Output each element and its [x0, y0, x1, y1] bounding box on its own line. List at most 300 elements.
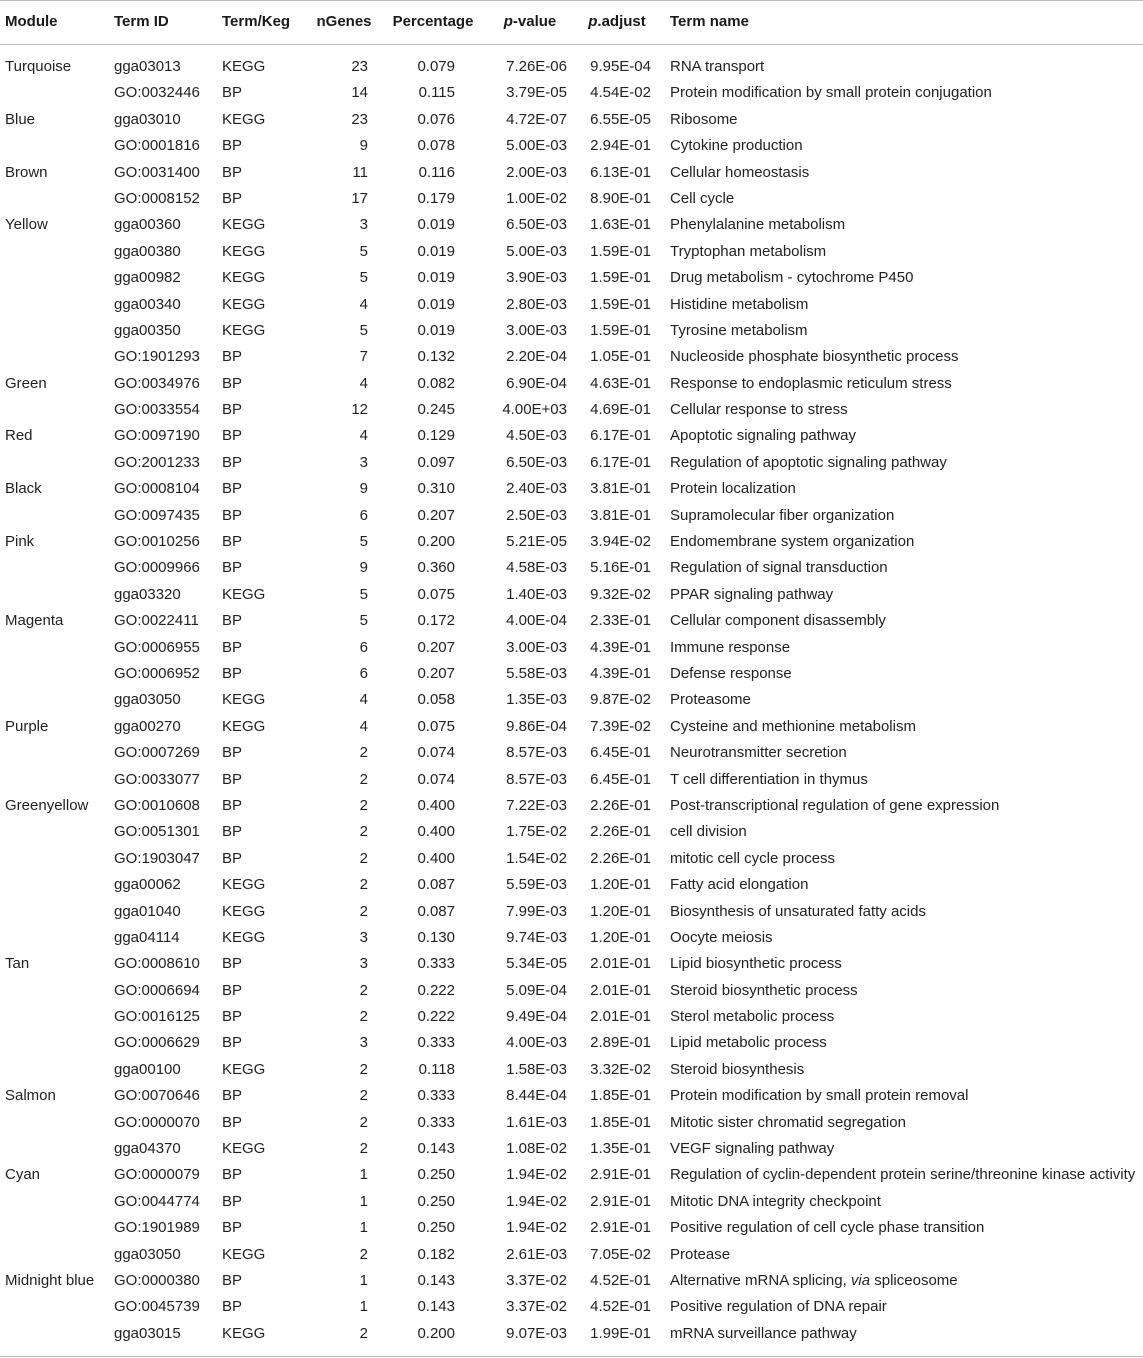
cell-term-name [670, 714, 916, 740]
cell-pvalue: 8.57E-03 [506, 744, 567, 762]
cell-pvalue: 9.07E-03 [506, 1324, 567, 1342]
cell-pvalue: 5.00E-03 [506, 137, 567, 155]
cell-ngenes: 3 [359, 928, 368, 946]
cell-term-type: BP [222, 1034, 243, 1052]
cell-term-id: GO:0008104 [114, 480, 200, 498]
cell-term-type: KEGG [222, 1140, 266, 1158]
cell-term-id: gga01040 [114, 902, 181, 920]
table-row [0, 476, 1143, 502]
cell-pvalue: 6.50E-03 [506, 216, 567, 234]
cell-module: Pink [5, 533, 35, 551]
cell-padjust: 2.01E-01 [590, 1008, 651, 1026]
cell-padjust: 2.26E-01 [590, 849, 651, 867]
table-row [0, 239, 1143, 265]
cell-ngenes: 4 [359, 295, 368, 313]
term-name-text: Nucleoside phosphate biosynthetic process [670, 348, 959, 366]
cell-term-type: BP [222, 480, 243, 498]
cell-pvalue: 1.94E-02 [506, 1166, 567, 1184]
table-row [0, 423, 1143, 449]
table-header [0, 0, 1143, 44]
cell-term-type: KEGG [222, 58, 266, 75]
table-row [0, 529, 1143, 555]
term-name-text: Cellular homeostasis [670, 163, 810, 181]
cell-ngenes: 11 [352, 163, 368, 181]
cell-pvalue: 3.00E-03 [506, 321, 567, 339]
table-body [0, 54, 1143, 1347]
term-name-text: cell division [670, 823, 747, 841]
cell-term-id: GO:1901989 [114, 1219, 200, 1237]
cell-term-id: GO:0070646 [114, 1087, 200, 1105]
cell-pvalue: 3.37E-02 [506, 1298, 567, 1316]
cell-padjust: 4.39E-01 [590, 664, 651, 682]
cell-percentage: 0.245 [417, 401, 455, 419]
cell-ngenes: 12 [351, 401, 368, 419]
cell-padjust: 1.35E-01 [590, 1140, 651, 1158]
cell-term-name [670, 951, 842, 977]
cell-term-type: BP [222, 638, 243, 656]
cell-term-name [670, 1004, 834, 1030]
cell-term-type: BP [222, 955, 243, 973]
cell-padjust: 1.20E-01 [590, 928, 651, 946]
term-name-text: Steroid biosynthetic process [670, 981, 858, 999]
cell-term-type: BP [222, 1219, 243, 1237]
table-row [0, 1110, 1143, 1136]
cell-term-name [670, 925, 773, 951]
cell-padjust: 3.32E-02 [590, 1060, 651, 1078]
cell-ngenes: 3 [359, 955, 368, 973]
cell-ngenes: 2 [359, 744, 368, 762]
cell-term-name [670, 872, 808, 898]
term-name-text: Protein localization [670, 480, 796, 498]
cell-percentage: 0.222 [417, 981, 455, 999]
table-row [0, 1162, 1143, 1188]
cell-padjust: 4.52E-01 [590, 1298, 651, 1316]
cell-term-name [670, 1030, 827, 1056]
cell-term-name [670, 318, 808, 344]
cell-ngenes: 2 [359, 1087, 368, 1105]
cell-term-type: KEGG [222, 691, 266, 709]
cell-term-name [670, 661, 792, 687]
cell-padjust: 9.95E-04 [590, 58, 651, 75]
cell-pvalue: 2.40E-03 [506, 480, 567, 498]
cell-term-id: gga00062 [114, 876, 181, 894]
table-row [0, 133, 1143, 159]
cell-term-name [670, 1268, 958, 1294]
cell-pvalue: 5.34E-05 [506, 955, 567, 973]
cell-term-name [670, 1242, 730, 1268]
cell-ngenes: 23 [351, 58, 368, 75]
cell-term-type: KEGG [222, 1060, 266, 1078]
cell-term-name [670, 397, 848, 423]
cell-percentage: 0.207 [417, 506, 455, 524]
cell-term-id: GO:0034976 [114, 374, 200, 392]
cell-percentage: 0.132 [417, 348, 455, 366]
cell-term-id: GO:0033554 [114, 401, 200, 419]
cell-term-name [670, 265, 913, 291]
table-row [0, 1136, 1143, 1162]
cell-term-type: KEGG [222, 321, 266, 339]
table-row [0, 767, 1143, 793]
cell-padjust: 3.81E-01 [590, 506, 651, 524]
cell-ngenes: 3 [359, 216, 368, 234]
cell-term-name [670, 819, 747, 845]
table-row [0, 80, 1143, 106]
cell-percentage: 0.179 [417, 189, 455, 207]
term-name-text: Sterol metabolic process [670, 1008, 835, 1026]
cell-module: Magenta [5, 612, 64, 630]
cell-pvalue: 1.94E-02 [506, 1192, 567, 1210]
cell-term-type: KEGG [222, 585, 266, 603]
cell-term-name [670, 793, 999, 819]
cell-percentage: 0.400 [417, 849, 455, 867]
cell-pvalue: 7.22E-03 [506, 796, 567, 814]
header-term-type: Term/Keg [222, 13, 291, 30]
term-name-text: Apoptotic signaling pathway [670, 427, 856, 445]
cell-ngenes: 2 [359, 823, 368, 841]
cell-term-type: BP [222, 612, 243, 630]
cell-padjust: 1.85E-01 [590, 1087, 651, 1105]
cell-percentage: 0.019 [417, 269, 455, 287]
table-row [0, 397, 1143, 423]
cell-term-type: BP [222, 664, 243, 682]
term-name-text: Cytokine production [670, 137, 803, 155]
cell-term-name [670, 1215, 984, 1241]
cell-term-id: gga00340 [114, 295, 181, 313]
term-name-text: Oocyte meiosis [670, 928, 773, 946]
cell-ngenes: 9 [359, 559, 368, 577]
cell-term-type: BP [222, 84, 243, 102]
cell-pvalue: 5.21E-05 [506, 533, 567, 551]
cell-padjust: 4.63E-01 [590, 374, 651, 392]
cell-term-id: GO:0032446 [114, 84, 200, 102]
term-name-text: Tryptophan metabolism [670, 242, 827, 260]
cell-term-type: BP [222, 163, 243, 181]
cell-term-name [670, 1110, 906, 1136]
cell-pvalue: 4.50E-03 [506, 427, 567, 445]
cell-ngenes: 5 [359, 242, 368, 260]
cell-pvalue: 5.59E-03 [506, 876, 567, 894]
cell-term-id: GO:0008610 [114, 955, 200, 973]
cell-term-name [670, 344, 959, 370]
cell-padjust: 1.05E-01 [590, 348, 651, 366]
table-row [0, 1004, 1143, 1030]
term-name-text: Regulation of signal transduction [670, 559, 888, 577]
cell-percentage: 0.333 [417, 1113, 455, 1131]
cell-term-type: KEGG [222, 269, 266, 287]
cell-module: Greenyellow [5, 796, 89, 814]
cell-ngenes: 23 [351, 110, 368, 128]
table-row [0, 1057, 1143, 1083]
cell-term-name [670, 423, 856, 449]
cell-pvalue: 6.90E-04 [506, 374, 567, 392]
cell-percentage: 0.019 [417, 321, 455, 339]
cell-ngenes: 4 [359, 374, 368, 392]
cell-percentage: 0.360 [417, 559, 455, 577]
cell-percentage: 0.074 [417, 770, 455, 788]
table-row [0, 582, 1143, 608]
cell-percentage: 0.087 [417, 876, 455, 894]
cell-percentage: 0.207 [417, 638, 455, 656]
cell-ngenes: 1 [359, 1166, 368, 1184]
cell-padjust: 1.20E-01 [590, 876, 651, 894]
cell-percentage: 0.075 [417, 585, 455, 603]
cell-term-id: GO:0006952 [114, 664, 200, 682]
term-name-text: Protein modification by small protein removal [670, 1087, 969, 1105]
table-row [0, 687, 1143, 713]
cell-padjust: 2.01E-01 [590, 955, 651, 973]
cell-ngenes: 6 [359, 664, 368, 682]
term-name-text: Fatty acid elongation [670, 876, 809, 894]
cell-module: Red [5, 427, 33, 445]
cell-percentage: 0.143 [417, 1140, 455, 1158]
cell-term-id: GO:0006694 [114, 981, 200, 999]
cell-ngenes: 1 [359, 1219, 368, 1237]
cell-ngenes: 5 [359, 321, 368, 339]
cell-percentage: 0.200 [417, 1324, 455, 1342]
cell-ngenes: 2 [359, 1113, 368, 1131]
cell-term-name [670, 450, 947, 476]
cell-term-name [670, 1083, 968, 1109]
cell-pvalue: 3.37E-02 [506, 1271, 567, 1289]
cell-ngenes: 1 [359, 1192, 368, 1210]
term-name-text: Lipid metabolic process [670, 1034, 827, 1052]
cell-pvalue: 1.40E-03 [506, 585, 567, 603]
cell-module: Midnight blue [5, 1271, 95, 1289]
table-row [0, 635, 1143, 661]
cell-padjust: 2.26E-01 [590, 796, 651, 814]
cell-pvalue: 7.99E-03 [506, 902, 567, 920]
cell-percentage: 0.143 [417, 1271, 455, 1289]
cell-pvalue: 7.26E-06 [506, 58, 567, 75]
term-name-text: Phenylalanine metabolism [670, 216, 846, 234]
table-row [0, 1083, 1143, 1109]
cell-term-id: gga04370 [114, 1140, 181, 1158]
cell-ngenes: 1 [359, 1298, 368, 1316]
cell-term-id: gga00380 [114, 242, 181, 260]
cell-pvalue: 3.00E-03 [506, 638, 567, 656]
cell-term-type: BP [222, 744, 243, 762]
cell-ngenes: 6 [359, 506, 368, 524]
cell-pvalue: 2.00E-03 [506, 163, 567, 181]
cell-pvalue: 1.61E-03 [506, 1113, 567, 1131]
cell-term-type: BP [222, 849, 243, 867]
term-name-text: Ribosome [670, 110, 738, 128]
term-name-text: Endomembrane system organization [670, 533, 915, 551]
cell-term-name [670, 1057, 804, 1083]
term-name-italic: via [850, 1271, 871, 1289]
cell-pvalue: 4.58E-03 [506, 559, 567, 577]
header-pvalue-italic: p [503, 13, 513, 30]
table-row [0, 899, 1143, 925]
cell-term-type: KEGG [222, 242, 266, 260]
term-name-text: mRNA surveillance pathway [670, 1324, 857, 1342]
cell-ngenes: 2 [359, 1324, 368, 1342]
table-row [0, 344, 1143, 370]
table-row [0, 1321, 1143, 1347]
cell-padjust: 2.01E-01 [590, 981, 651, 999]
cell-pvalue: 2.80E-03 [506, 295, 567, 313]
cell-term-name [670, 1136, 834, 1162]
cell-padjust: 9.87E-02 [590, 691, 651, 709]
cell-percentage: 0.129 [417, 427, 455, 445]
cell-term-id: gga03050 [114, 691, 181, 709]
cell-percentage: 0.250 [417, 1192, 455, 1210]
header-padjust-suffix: .adjust [597, 13, 646, 30]
cell-pvalue: 8.57E-03 [506, 770, 567, 788]
cell-term-type: BP [222, 189, 243, 207]
cell-percentage: 0.058 [417, 691, 455, 709]
cell-percentage: 0.076 [417, 110, 455, 128]
cell-term-name [670, 239, 826, 265]
header-module: Module [5, 13, 58, 30]
term-name-text: Cysteine and methionine metabolism [670, 717, 916, 735]
cell-percentage: 0.075 [417, 717, 455, 735]
cell-pvalue: 1.35E-03 [506, 691, 567, 709]
cell-term-type: BP [222, 559, 243, 577]
cell-ngenes: 4 [359, 691, 368, 709]
cell-term-name [670, 899, 926, 925]
table-row [0, 318, 1143, 344]
cell-padjust: 8.90E-01 [590, 189, 651, 207]
cell-percentage: 0.333 [417, 1087, 455, 1105]
term-name-text: Mitotic DNA integrity checkpoint [670, 1192, 881, 1210]
cell-term-type: KEGG [222, 295, 266, 313]
cell-term-id: GO:0010256 [114, 533, 200, 551]
cell-ngenes: 2 [359, 796, 368, 814]
cell-percentage: 0.019 [417, 242, 455, 260]
term-name-text: Protease [670, 1245, 731, 1263]
cell-term-name [670, 740, 847, 766]
cell-pvalue: 2.50E-03 [506, 506, 567, 524]
term-name-text: Supramolecular fiber organization [670, 506, 895, 524]
cell-padjust: 2.91E-01 [590, 1192, 651, 1210]
cell-term-name [670, 635, 790, 661]
term-name-text: RNA transport [670, 58, 765, 75]
cell-padjust: 1.99E-01 [590, 1324, 651, 1342]
cell-padjust: 6.45E-01 [590, 770, 651, 788]
cell-percentage: 0.019 [417, 295, 455, 313]
table-row [0, 265, 1143, 291]
cell-term-name [670, 476, 796, 502]
cell-percentage: 0.078 [417, 137, 455, 155]
table-row [0, 793, 1143, 819]
cell-term-id: GO:0008152 [114, 189, 200, 207]
cell-pvalue: 9.49E-04 [506, 1008, 567, 1026]
cell-ngenes: 2 [359, 770, 368, 788]
cell-term-id: GO:0010608 [114, 796, 200, 814]
cell-ngenes: 2 [359, 1060, 368, 1078]
cell-padjust: 4.39E-01 [590, 638, 651, 656]
cell-percentage: 0.182 [417, 1245, 455, 1263]
cell-term-name [670, 292, 808, 318]
cell-term-name [670, 1162, 1135, 1188]
cell-ngenes: 9 [359, 480, 368, 498]
cell-percentage: 0.400 [417, 823, 455, 841]
table-row [0, 1189, 1143, 1215]
cell-padjust: 4.52E-01 [590, 1271, 651, 1289]
term-name-text: Defense response [670, 664, 792, 682]
cell-term-name [670, 846, 835, 872]
cell-pvalue: 1.58E-03 [506, 1060, 567, 1078]
cell-term-id: GO:0031400 [114, 163, 200, 181]
cell-padjust: 1.85E-01 [590, 1113, 651, 1131]
term-name-text: Regulation of cyclin-dependent protein serine/threonine kinase activity [670, 1166, 1136, 1184]
header-bottom-rule [0, 44, 1143, 45]
cell-term-name [670, 555, 888, 581]
cell-padjust: 3.81E-01 [590, 480, 651, 498]
cell-term-id: GO:0000380 [114, 1271, 200, 1289]
term-name-text: PPAR signaling pathway [670, 585, 834, 603]
cell-term-name [670, 767, 868, 793]
cell-pvalue: 4.00E-04 [506, 612, 567, 630]
term-name-text: Histidine metabolism [670, 295, 809, 313]
cell-padjust: 6.13E-01 [590, 163, 651, 181]
cell-ngenes: 4 [359, 717, 368, 735]
cell-ngenes: 2 [359, 1140, 368, 1158]
table-row [0, 1294, 1143, 1320]
cell-padjust: 2.26E-01 [590, 823, 651, 841]
cell-padjust: 1.59E-01 [590, 242, 651, 260]
cell-percentage: 0.143 [417, 1298, 455, 1316]
cell-term-id: gga00360 [114, 216, 181, 234]
term-name-text: Positive regulation of DNA repair [670, 1298, 887, 1316]
cell-term-name [670, 687, 751, 713]
table-row [0, 555, 1143, 581]
cell-ngenes: 6 [359, 638, 368, 656]
cell-term-type: BP [222, 401, 243, 419]
cell-padjust: 1.59E-01 [590, 295, 651, 313]
cell-term-id: GO:1901293 [114, 348, 200, 366]
cell-term-type: KEGG [222, 216, 266, 234]
cell-term-name [670, 107, 738, 133]
cell-ngenes: 5 [359, 612, 368, 630]
cell-term-id: GO:0001816 [114, 137, 200, 155]
cell-module: Purple [5, 717, 49, 735]
term-name-suffix: spliceosome [870, 1271, 958, 1289]
term-name-text: Mitotic sister chromatid segregation [670, 1113, 906, 1131]
cell-padjust: 9.32E-02 [590, 585, 651, 603]
cell-percentage: 0.250 [417, 1219, 455, 1237]
cell-module: Brown [5, 163, 48, 181]
cell-percentage: 0.200 [417, 533, 455, 551]
header-pvalue-suffix: -value [512, 13, 557, 30]
cell-percentage: 0.172 [417, 612, 455, 630]
table-row [0, 292, 1143, 318]
cell-term-type: BP [222, 533, 243, 551]
cell-term-id: gga00350 [114, 321, 181, 339]
table-row [0, 450, 1143, 476]
cell-term-id: GO:0033077 [114, 770, 200, 788]
cell-term-type: BP [222, 427, 243, 445]
cell-term-id: GO:0000079 [114, 1166, 200, 1184]
table-row [0, 371, 1143, 397]
cell-percentage: 0.400 [417, 796, 455, 814]
cell-term-name [670, 582, 833, 608]
cell-ngenes: 2 [359, 1008, 368, 1026]
cell-term-type: BP [222, 137, 243, 155]
cell-term-name [670, 212, 845, 238]
cell-padjust: 4.54E-02 [590, 84, 651, 102]
cell-pvalue: 9.74E-03 [506, 928, 567, 946]
table-row [0, 1215, 1143, 1241]
cell-module: Tan [5, 955, 30, 973]
cell-ngenes: 14 [351, 84, 368, 102]
cell-pvalue: 5.58E-03 [506, 664, 567, 682]
cell-term-id: gga03050 [114, 1245, 181, 1263]
cell-pvalue: 1.00E-02 [506, 189, 567, 207]
table-row [0, 1268, 1143, 1294]
cell-term-id: GO:0009966 [114, 559, 200, 577]
